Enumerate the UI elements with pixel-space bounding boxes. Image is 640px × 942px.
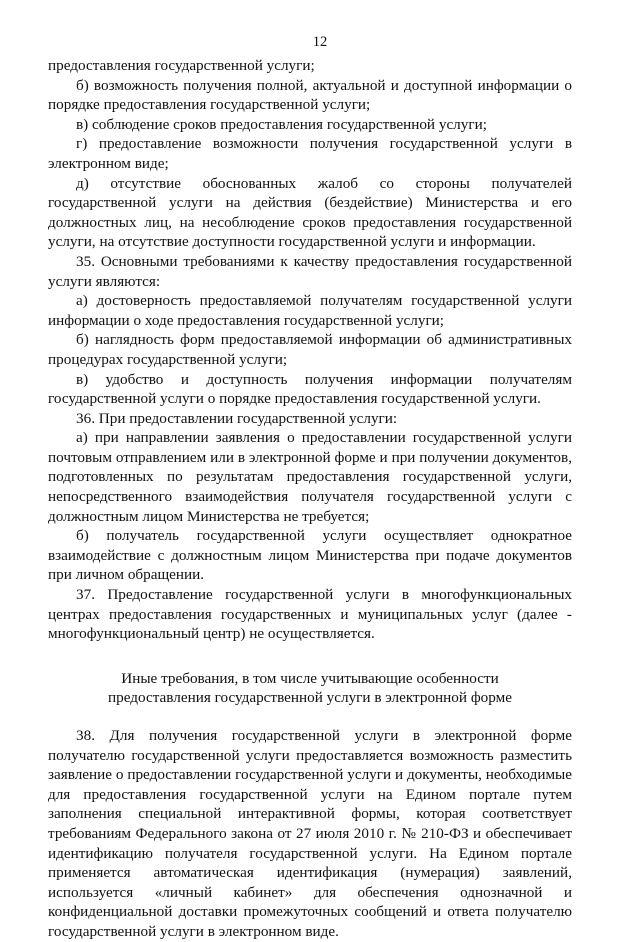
paragraph-item-d: д) отсутствие обоснованных жалоб со стороны получателей государственной услуги на действия (бездействие) Министерства и его должностных лиц, на несоблюдение сроков предоставления государственной услуги, на отсутствие доступности государственной услуги и информации.	[48, 174, 572, 251]
paragraph-item-g: г) предоставление возможности получения государственной услуги в электронном виде;	[48, 135, 572, 172]
paragraph-item-v: в) соблюдение сроков предоставления государственной услуги;	[76, 115, 487, 133]
section-heading-line-1: Иные требования, в том числе учитывающие особенности	[121, 669, 499, 687]
document-body	[48, 56, 572, 942]
paragraph-35-item-a: а) достоверность предоставляемой получателям государственной услуги информации о ходе предоставления государственной услуги;	[48, 292, 572, 329]
paragraph-continuation: предоставления государственной услуги;	[48, 57, 315, 74]
section-heading-line-2: предоставления государственной услуги в электронной форме	[108, 689, 512, 707]
paragraph-37: 37. Предоставление государственной услуги в многофункциональных центрах предоставления государственных и муниципальных услуг (далее - многофункциональный центр) не осуществляется.	[48, 586, 572, 643]
section-heading	[48, 669, 572, 708]
paragraph-36: 36. При предоставлении государственной услуги:	[76, 409, 398, 427]
paragraph-36-item-a: а) при направлении заявления о предоставлении государственной услуги почтовым отправлением или в электронной форме и при получении документов, подготовленных по результатам предоставления государственной услуги, непосредственного взаимодействия получателя государственной услуги с должностным лицом Министерства не требуется;	[48, 429, 572, 525]
paragraph-35: 35. Основными требованиями к качеству предоставления государственной услуги являются:	[48, 252, 572, 290]
paragraph-36-item-b: б) получатель государственной услуги осуществляет однократное взаимодействие с должностным лицом Министерства при подаче документов при личном обращении.	[48, 527, 572, 584]
paragraph-35-item-b: б) наглядность форм предоставляемой информации об административных процедурах государственной услуги;	[48, 331, 572, 368]
paragraph-35-item-v: в) удобство и доступность получения информации получателям государственной услуги о порядке предоставления государственной услуги.	[48, 370, 572, 408]
paragraph-item-b: б) возможность получения полной, актуальной и доступной информации о порядке предоставления государственной услуги;	[48, 76, 572, 114]
paragraph-38: 38. Для получения государственной услуги в электронной форме получателю государственной услуги предоставляется возможность разместить заявление о предоставлении государственной услуги и документы, необходимые для предоставления государственной услуги на Едином портале путем заполнения специальной интерактивной формы, которая соответствует требованиям Федерального закона от 27 июля 2010 г. № 210-ФЗ и обеспечивает идентификацию получателя государственной услуги. На Едином портале применяется автоматическая идентификация (нумерация) заявлений, используется «личный кабинет» для обеспечения однозначной и конфиденциальной доставки промежуточных сообщений и ответа получателю государственной услуги в электронном виде.	[48, 727, 572, 940]
page-number: 12	[312, 34, 328, 50]
